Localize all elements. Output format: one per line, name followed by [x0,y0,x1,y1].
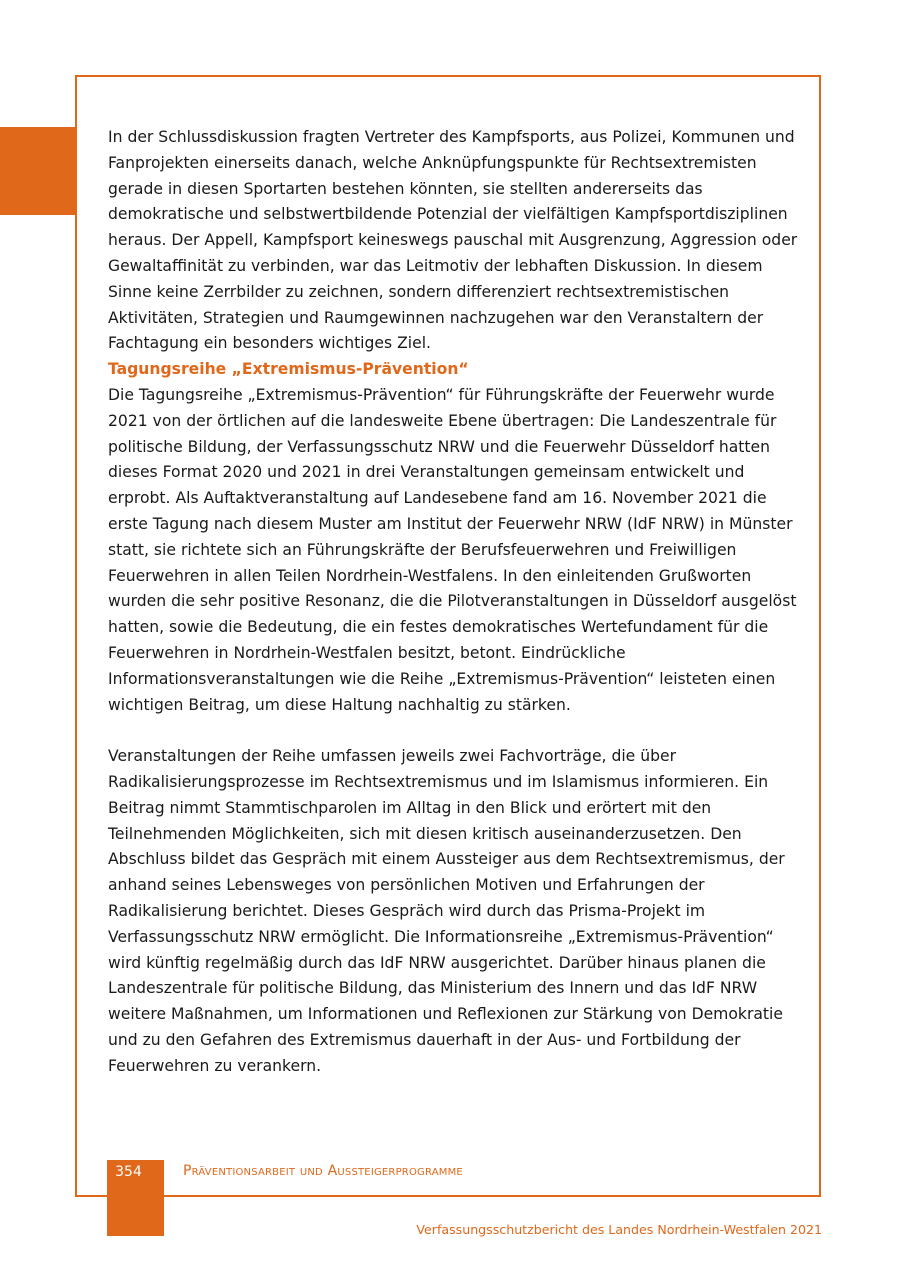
footer-publication-title: Verfassungsschutzbericht des Landes Nordrhein-Westfalen 2021 [416,1222,822,1237]
paragraph-2: Die Tagungsreihe „Extremismus-Prävention“ für Führungskräfte der Feuerwehr wurde 2021 von der örtlichen auf die landesweite Ebene übertragen: Die Landeszentrale für politische Bildung, der Verfassungsschutz NRW und die Feuerwehr Düsseldorf hatten dieses Format 2020 und 2021 in drei Veranstaltungen gemeinsam entwickelt und erprobt. Als Auftaktveranstaltung auf Landesebene fand am 16. November 2021 die erste Tagung nach diesem Muster am Institut der Feuerwehr NRW (IdF NRW) in Münster statt, sie richtete sich an Führungskräfte der Berufsfeuerwehren und Freiwilligen Feuerwehren in allen Teilen Nordrhein-Westfalens. In den einleitenden Grußworten wurden die sehr positive Resonanz, die die Pilotveranstaltungen in Düsseldorf ausgelöst hatten, sowie die Bedeutung, die ein festes demokratisches Wertefundament für die Feuerwehren in Nordrhein-Westfalen besitzt, betont. Eindrückliche Informationsveranstaltungen wie die Reihe „Extremismus-Prävention“ leisteten einen wichtigen Beitrag, um diese Haltung nachhaltig zu stärken. [108,385,797,714]
main-content [108,125,798,1079]
chapter-title: Präventionsarbeit und Aussteigerprogramme [183,1163,463,1179]
paragraph-3: Veranstaltungen der Reihe umfassen jeweils zwei Fachvorträge, die über Radikalisierungsprozesse im Rechtsextremismus und im Islamismus informieren. Ein Beitrag nimmt Stammtischparolen im Alltag in den Blick und erörtert mit den Teilnehmenden Möglichkeiten, sich mit diesen kritisch auseinanderzusetzen. Den Abschluss bildet das Gespräch mit einem Aussteiger aus dem Rechtsextremismus, der anhand seines Lebensweges von persönlichen Motiven und Erfahrungen der Radikalisierung berichtet. Dieses Gespräch wird durch das Prisma-Projekt im Verfassungsschutz NRW ermöglicht. Die Informationsreihe „Extremismus-Prävention“ wird künftig regelmäßig durch das IdF NRW ausgerichtet. Darüber hinaus planen die Landeszentrale für politische Bildung, das Ministerium des Innern und das IdF NRW weitere Maßnahmen, um Informationen und Reflexionen zur Stärkung von Demokratie und zu den Gefahren des Extremismus dauerhaft in der Aus- und Fortbildung der Feuerwehren zu verankern. [108,747,785,1075]
side-accent-block [0,127,76,215]
page-number: 354 [115,1164,142,1180]
paragraph-1: In der Schlussdiskussion fragten Vertreter des Kampfsports, aus Polizei, Kommunen und Fanprojekten einerseits danach, welche Anknüpfungspunkte für Rechtsextremisten gerade in diesen Sportarten bestehen könnten, sie stellten andererseits das demokratische und selbstwertbildende Potenzial der vielfältigen Kampfsportdisziplinen heraus. Der Appell, Kampfsport keineswegs pauschal mit Ausgrenzung, Aggression oder Gewaltaffinität zu verbinden, war das Leitmotiv der lebhaften Diskussion. In diesem Sinne keine Zerrbilder zu zeichnen, sondern differenziert rechtsextremistischen Aktivitäten, Strategien und Raumgewinnen nachzugehen war den Veranstaltern der Fachtagung ein besonders wichtiges Ziel. [108,128,798,353]
section-heading: Tagungsreihe „Extremismus-Prävention“ [108,360,469,379]
